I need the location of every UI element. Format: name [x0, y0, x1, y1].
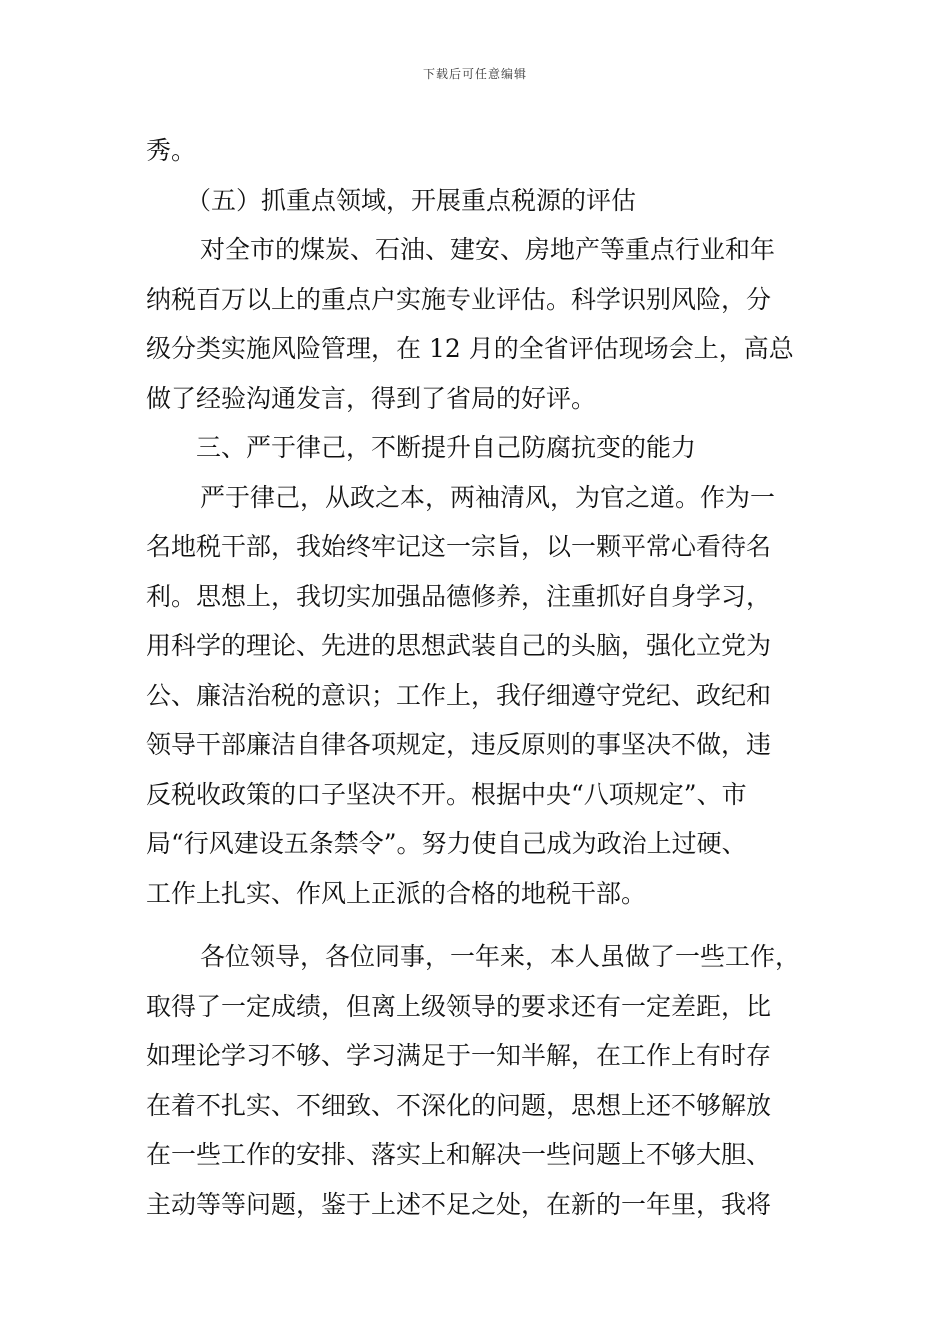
text-line: 领导干部廉洁自律各项规定，违反原则的事坚决不做，违	[146, 730, 772, 759]
paragraph-gap	[146, 918, 826, 932]
page-header: 下载后可任意编辑	[422, 67, 527, 81]
text-line: 对全市的煤炭、石油、建安、房地产等重点行业和年	[200, 235, 776, 264]
text-line: 各位领导，各位同事，一年来，本人虽做了一些工作，	[200, 942, 801, 971]
text-line: 公、廉洁治税的意识；工作上，我仔细遵守党纪、政纪和	[146, 680, 772, 710]
text-line: 反税收政策的口子坚决不开。根据中央“八项规定”、市	[146, 779, 747, 809]
text-line: 取得了一定成绩，但离上级领导的要求还有一定差距，比	[146, 991, 772, 1021]
text-line: 利。思想上，我切实加强品德修养，注重抓好自身学习，	[146, 581, 772, 611]
text-line: 局“行风建设五条禁令”。努力使自己成为政治上过硬、	[146, 829, 747, 858]
text-line: 如理论学习不够、学习满足于一知半解，在工作上有时存	[146, 1041, 772, 1070]
text-line: 纳税百万以上的重点户实施专业评估。科学识别风险，分	[146, 284, 772, 314]
text-line: 严于律己，从政之本，两袖清风，为官之道。作为一	[200, 482, 776, 512]
text-line: （五）抓重点领域，开展重点税源的评估	[186, 185, 637, 215]
text-line: 在一些工作的安排、落实上和解决一些问题上不够大胆、	[146, 1140, 772, 1169]
text-line: 主动等等问题，鉴于上述不足之处，在新的一年里，我将	[146, 1189, 772, 1219]
text-line: 秀。	[146, 136, 197, 165]
text-line: 工作上扎实、作风上正派的合格的地税干部。	[146, 878, 647, 908]
text-line: 名地税干部，我始终牢记这一宗旨，以一颗平常心看待名	[146, 532, 772, 561]
text-line: 三、严于律己，不断提升自己防腐抗变的能力	[196, 433, 697, 462]
text-line: 级分类实施风险管理，在 12 月的全省评估现场会上，高总	[146, 334, 794, 363]
document-body	[146, 126, 826, 1229]
text-line: 用科学的理论、先进的思想武装自己的头脑，强化立党为	[146, 631, 772, 660]
text-line: 做了经验沟通发言，得到了省局的好评。	[146, 383, 597, 413]
text-line: 在着不扎实、不细致、不深化的问题，思想上还不够解放	[146, 1090, 772, 1120]
